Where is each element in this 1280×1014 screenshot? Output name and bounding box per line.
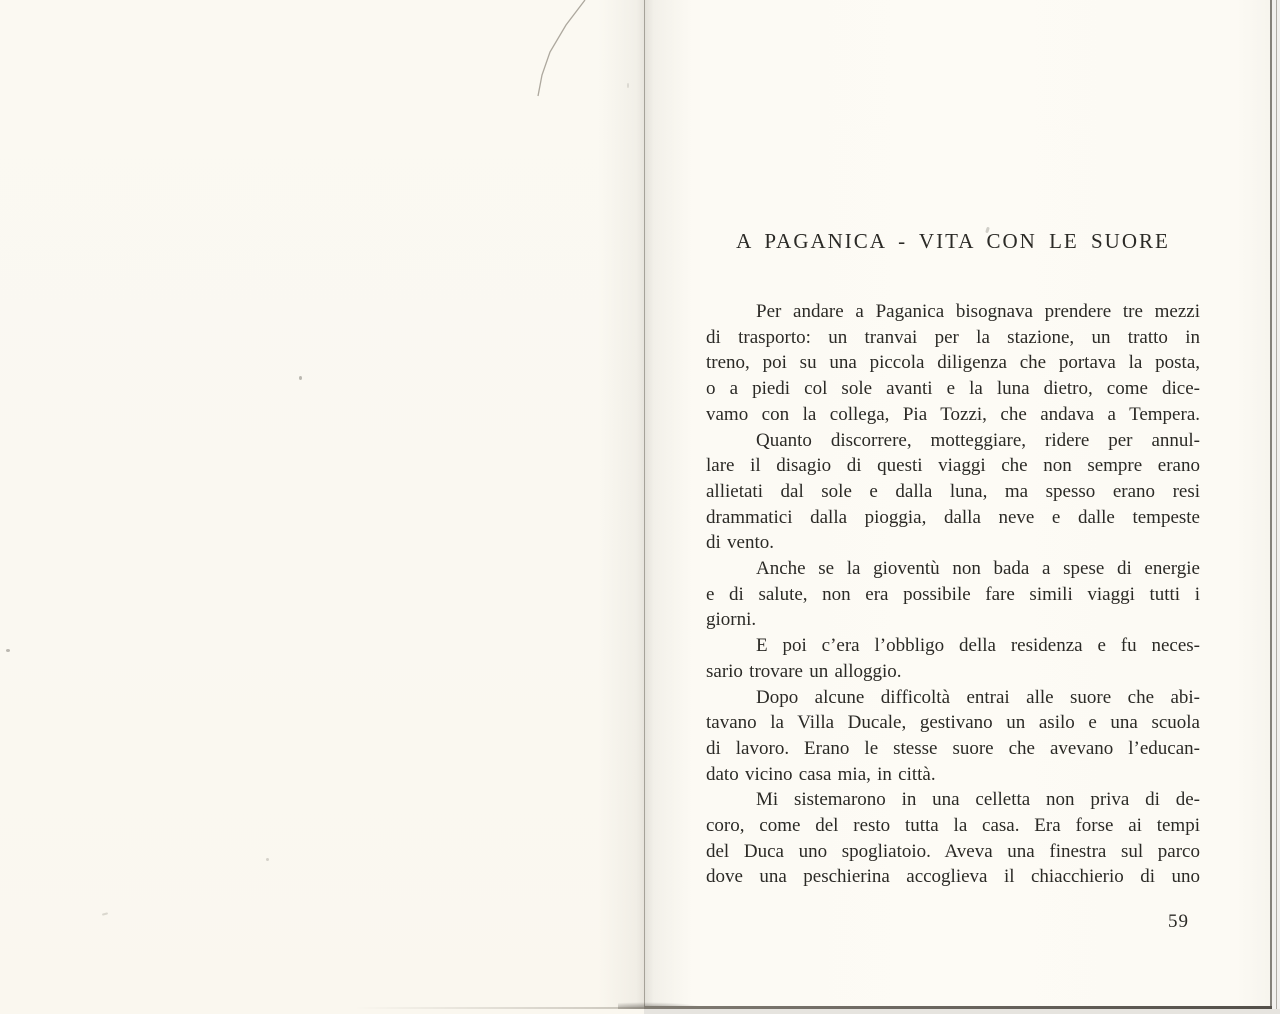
text-line: giorni.: [706, 609, 757, 631]
text-line: sario trovare un alloggio.: [706, 660, 902, 682]
chapter-title: A PAGANICA - VITA CON LE SUORE: [736, 229, 1170, 253]
text-line: Mi sistemarono in una celletta non priva di de-: [756, 789, 1200, 811]
paper-speck: [627, 83, 629, 88]
text-line: vamo con la collega, Pia Tozzi, che andava a Tempera.: [706, 403, 1200, 425]
page-number: 59: [1168, 911, 1189, 932]
page-edge-bottom-underside: [644, 1009, 1280, 1014]
gutter-fold-line: [644, 0, 645, 1007]
text-line: Anche se la gioventù non bada a spese di energie: [756, 558, 1200, 580]
text-line: del Duca uno spogliatoio. Aveva una finestra sul parco: [706, 840, 1200, 862]
paper-speck: [299, 376, 302, 380]
text-line: E poi c’era l’obbligo della residenza e fu neces-: [756, 635, 1200, 657]
paper-speck: [266, 858, 269, 861]
text-line: di vento.: [706, 532, 774, 554]
text-line: lare il disagio di questi viaggi che non sempre erano: [706, 455, 1200, 477]
text-line: dove una peschierina accoglieva il chiacchierio di uno: [706, 866, 1200, 888]
text-line: allietati dal sole e dalla luna, ma spesso erano resi: [706, 480, 1200, 502]
text-line: Per andare a Paganica bisognava prendere tre mezzi: [756, 301, 1200, 322]
body-text: [706, 299, 1200, 890]
text-line: tavano la Villa Ducale, gestivano un asilo e una scuola: [706, 712, 1200, 734]
page-edge-bottom-left: [355, 1007, 645, 1009]
page-edge-right-line: [1270, 0, 1272, 1011]
text-line: Dopo alcune difficoltà entrai alle suore che abi-: [756, 686, 1200, 708]
text-line: di trasporto: un tranvai per la stazione, un tratto in: [706, 326, 1200, 348]
text-line: treno, poi su una piccola diligenza che portava la posta,: [706, 352, 1200, 374]
text-line: drammatici dalla pioggia, dalla neve e dalle tempeste: [706, 506, 1200, 528]
text-line: dato vicino casa mia, in città.: [706, 763, 936, 785]
text-line: e di salute, non era possibile fare simili viaggi tutti i: [706, 583, 1200, 605]
paper-speck: [6, 649, 10, 652]
page-edge-right-outer-line: [1276, 0, 1277, 1014]
text-line: o a piedi col sole avanti e la luna dietro, come dice-: [706, 378, 1200, 400]
text-line: coro, come del resto tutta la casa. Era forse ai tempi: [706, 815, 1200, 837]
text-line: Quanto discorrere, motteggiare, ridere per annul-: [756, 429, 1200, 451]
text-line: di lavoro. Erano le stesse suore che avevano l’educan-: [706, 737, 1200, 759]
